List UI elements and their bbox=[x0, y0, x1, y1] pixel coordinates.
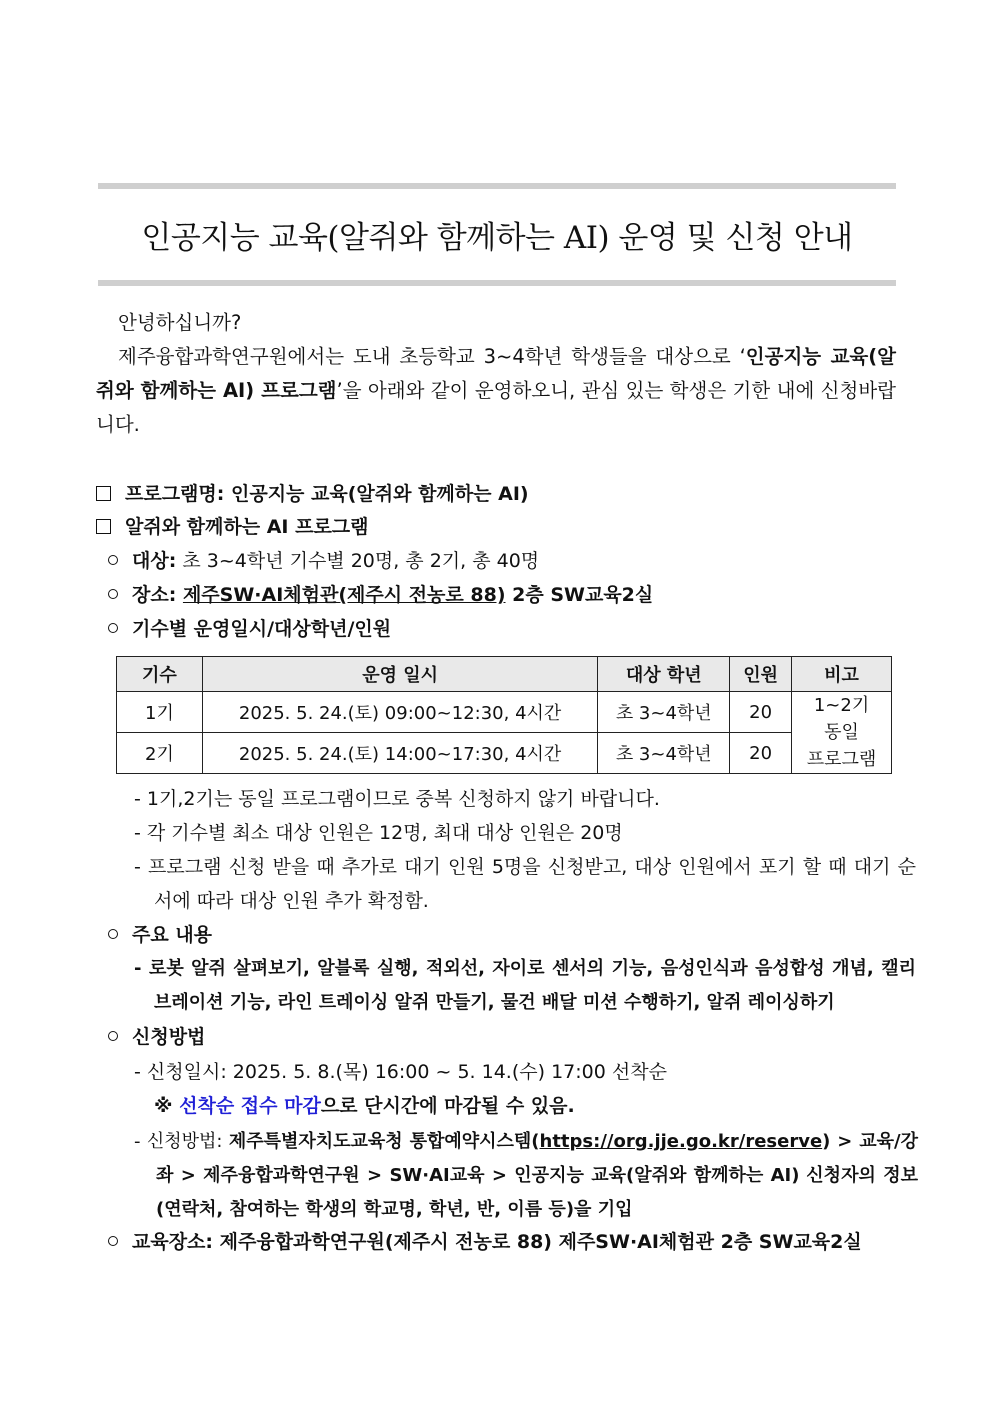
count-cell: 20 bbox=[730, 692, 792, 733]
circle-bullet-icon bbox=[108, 1031, 118, 1041]
table-header: 기수 bbox=[117, 657, 203, 692]
table-header: 비고 bbox=[792, 657, 892, 692]
note-2: - 각 기수별 최소 대상 인원은 12명, 최대 대상 인원은 20명 bbox=[134, 822, 623, 844]
apply-heading: 신청방법 bbox=[108, 1024, 205, 1050]
datetime-cell: 2025. 5. 24.(토) 09:00~12:30, 4시간 bbox=[202, 692, 597, 733]
schedule-table bbox=[116, 656, 892, 774]
edu-place-line: 교육장소: 제주융합과학연구원(제주시 전농로 88) 제주SW·AI체험관 2층 SW교육2실 bbox=[108, 1229, 862, 1255]
title-bottom-rule bbox=[98, 280, 896, 286]
note-3: - 프로그램 신청 받을 때 추가로 대기 인원 5명을 신청받고, 대상 인원에서 포기 할 때 대기 순서에 따라 대상 인원 추가 확정함. bbox=[134, 856, 916, 912]
program-name: 프로그램명: 인공지능 교육(알쥐와 함께하는 AI) bbox=[96, 481, 529, 507]
table-header: 운영 일시 bbox=[202, 657, 597, 692]
table-header: 대상 학년 bbox=[598, 657, 730, 692]
program-title-bold: 인공지능 교육(알쥐와 함께하는 AI) 프로그램 bbox=[96, 345, 896, 402]
schedule-heading: 기수별 운영일시/대상학년/인원 bbox=[108, 616, 391, 642]
circle-bullet-icon bbox=[108, 589, 118, 599]
apply-date: - 신청일시: 2025. 5. 8.(목) 16:00 ~ 5. 14.(수) 17:00 선착순 bbox=[134, 1061, 667, 1083]
cohort-cell: 1기 bbox=[117, 692, 203, 733]
note-1: - 1기,2기는 동일 프로그램이므로 중복 신청하지 않기 바랍니다. bbox=[134, 788, 660, 810]
place-line: 장소: 제주SW·AI체험관(제주시 전농로 88) 2층 SW교육2실 bbox=[108, 582, 653, 608]
circle-bullet-icon bbox=[108, 555, 118, 565]
checkbox-square-icon bbox=[96, 486, 111, 501]
datetime-cell: 2025. 5. 24.(토) 14:00~17:30, 4시간 bbox=[202, 733, 597, 774]
note-cell: 1~2기 동일 프로그램 bbox=[792, 692, 892, 774]
count-cell: 20 bbox=[730, 733, 792, 774]
table-header: 인원 bbox=[730, 657, 792, 692]
program-section: 알쥐와 함께하는 AI 프로그램 bbox=[96, 514, 369, 540]
apply-warning: ※ 선착순 접수 마감으로 단시간에 마감될 수 있음. bbox=[154, 1095, 575, 1117]
greeting: 안녕하십니까? bbox=[118, 311, 242, 334]
content-heading: 주요 내용 bbox=[108, 922, 212, 948]
content-text: - 로봇 알쥐 살펴보기, 알블록 실행, 적외선, 자이로 센서의 기능, 음성인식과 음성합성 개념, 캘리브레이션 기능, 라인 트레이싱 알쥐 만들기, 물건 배달 미션 수행하기, 알쥐 레이싱하기 bbox=[134, 958, 916, 1013]
intro-paragraph: 제주융합과학연구원에서는 도내 초등학교 3~4학년 학생들을 대상으로 ‘인공지능 교육(알쥐와 함께하는 AI) 프로그램’을 아래와 같이 운영하오니, 관심 있는 학생은 기한 내에 신청바랍니다. bbox=[96, 345, 896, 436]
circle-bullet-icon bbox=[108, 929, 118, 939]
grade-cell: 초 3~4학년 bbox=[598, 692, 730, 733]
cohort-cell: 2기 bbox=[117, 733, 203, 774]
grade-cell: 초 3~4학년 bbox=[598, 733, 730, 774]
title-top-rule bbox=[98, 183, 896, 189]
reserve-url-link[interactable]: https://org.jje.go.kr/reserve bbox=[539, 1131, 823, 1152]
table-row bbox=[117, 692, 892, 733]
reference-mark: ※ bbox=[154, 1095, 173, 1117]
checkbox-square-icon bbox=[96, 519, 111, 534]
target-line: 대상: 초 3~4학년 기수별 20명, 총 2기, 총 40명 bbox=[108, 548, 539, 574]
table-row bbox=[117, 733, 892, 774]
page-title: 인공지능 교육(알쥐와 함께하는 AI) 운영 및 신청 안내 bbox=[141, 220, 853, 256]
table-header-row bbox=[117, 657, 892, 692]
apply-method: - 신청방법: 제주특별자치도교육청 통합예약시스템(https://org.jje.go.kr/reserve) > 교육/강좌 > 제주융합과학연구원 > SW·AI교육 > 인공지능 교육(알쥐와 함께하는 AI) 신청자의 정보(연락처, 참여하는 학생의 학교명, 학년, 반, 이름 등)을 기입 bbox=[134, 1131, 918, 1220]
circle-bullet-icon bbox=[108, 623, 118, 633]
circle-bullet-icon bbox=[108, 1236, 118, 1246]
